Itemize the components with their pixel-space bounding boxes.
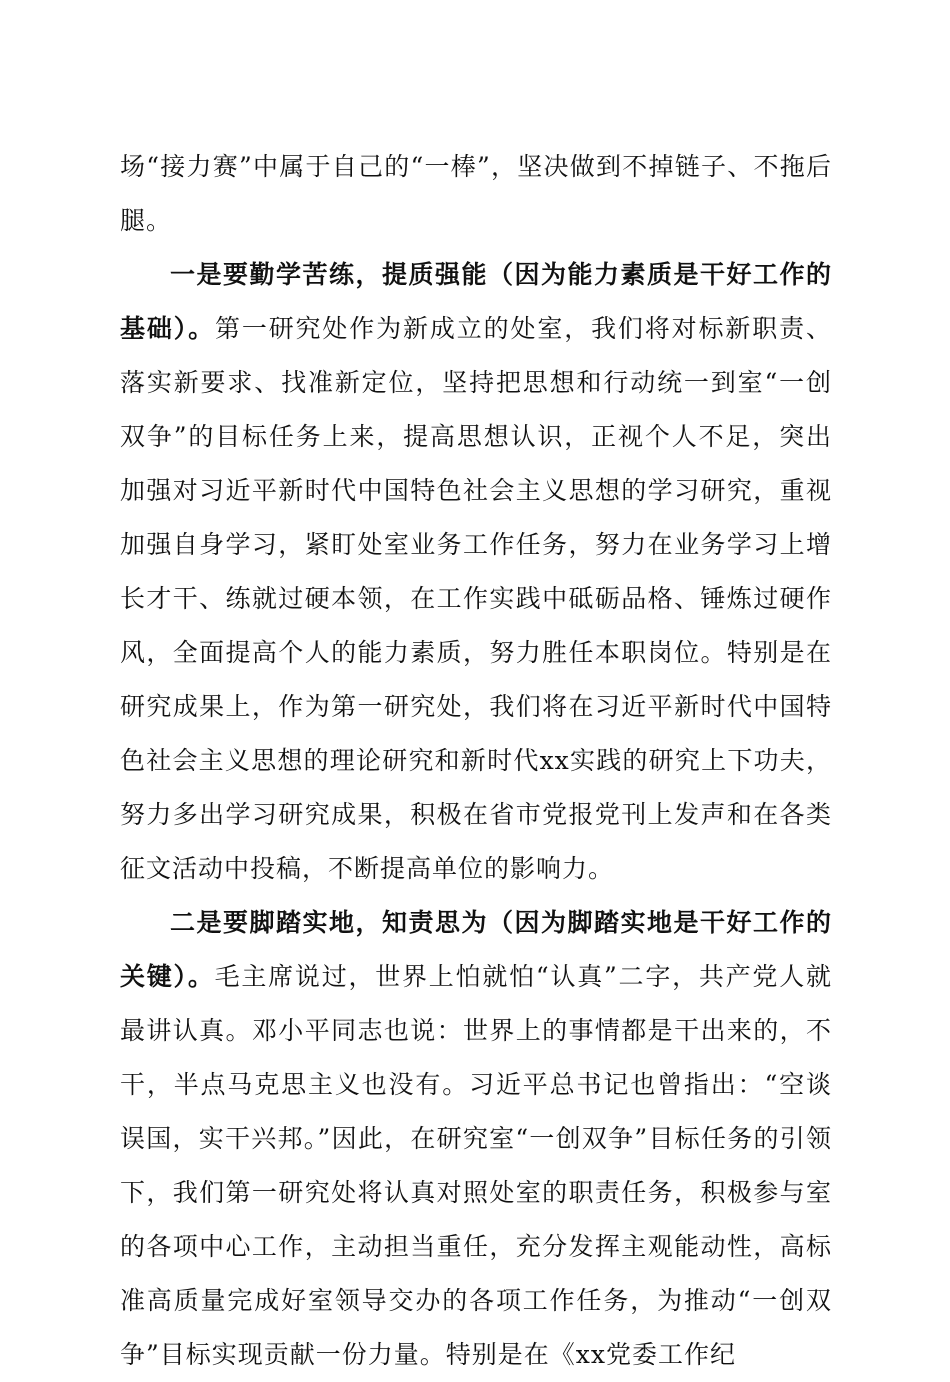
paragraph-text: 第一研究处作为新成立的处室，我们将对标新职责、落实新要求、找准新定位，坚持把思想和行动统一到室“一创双争”的目标任务上来，提高思想认识，正视个人不足，突出加强对习近平新时代中国特色社会主义思想的学习研究，重视加强自身学习，紧盯处室业务工作任务，努力在业务学习上增长才干、练就过硬本领，在工作实践中砥砺品格、锤炼过硬作风，全面提高个人的能力素质，努力胜任本职岗位。特别是在研究成果上，作为第一研究处，我们将在习近平新时代中国特色社会主义思想的理论研究和新时代xx实践的研究上下功夫，努力多出学习研究成果，积极在省市党报党刊上发声和在各类征文活动中投稿，不断提高单位的影响力。 <box>120 314 832 883</box>
paragraph-point-one <box>120 248 832 896</box>
paragraph-point-two <box>120 896 832 1382</box>
paragraph-continuation <box>120 140 832 248</box>
paragraph-heading: 二是要脚踏实地，知责思为（因为脚踏实地是干好工作的关键）。 <box>120 908 832 991</box>
document-body <box>120 140 832 1382</box>
paragraph-text: 毛主席说过，世界上怕就怕“认真”二字，共产党人就最讲认真。邓小平同志也说：世界上的事情都是干出来的，不干，半点马克思主义也没有。习近平总书记也曾指出：“空谈误国，实干兴邦。”因此，在研究室“一创双争”目标任务的引领下，我们第一研究处将认真对照处室的职责任务，积极参与室的各项中心工作，主动担当重任，充分发挥主观能动性，高标准高质量完成好室领导交办的各项工作任务，为推动“一创双争”目标实现贡献一份力量。特别是在《xx党委工作纪 <box>120 962 832 1369</box>
paragraph-text: 场“接力赛”中属于自己的“一棒”，坚决做到不掉链子、不拖后腿。 <box>120 152 832 235</box>
paragraph-heading: 一是要勤学苦练，提质强能（因为能力素质是干好工作的基础）。 <box>120 260 832 343</box>
